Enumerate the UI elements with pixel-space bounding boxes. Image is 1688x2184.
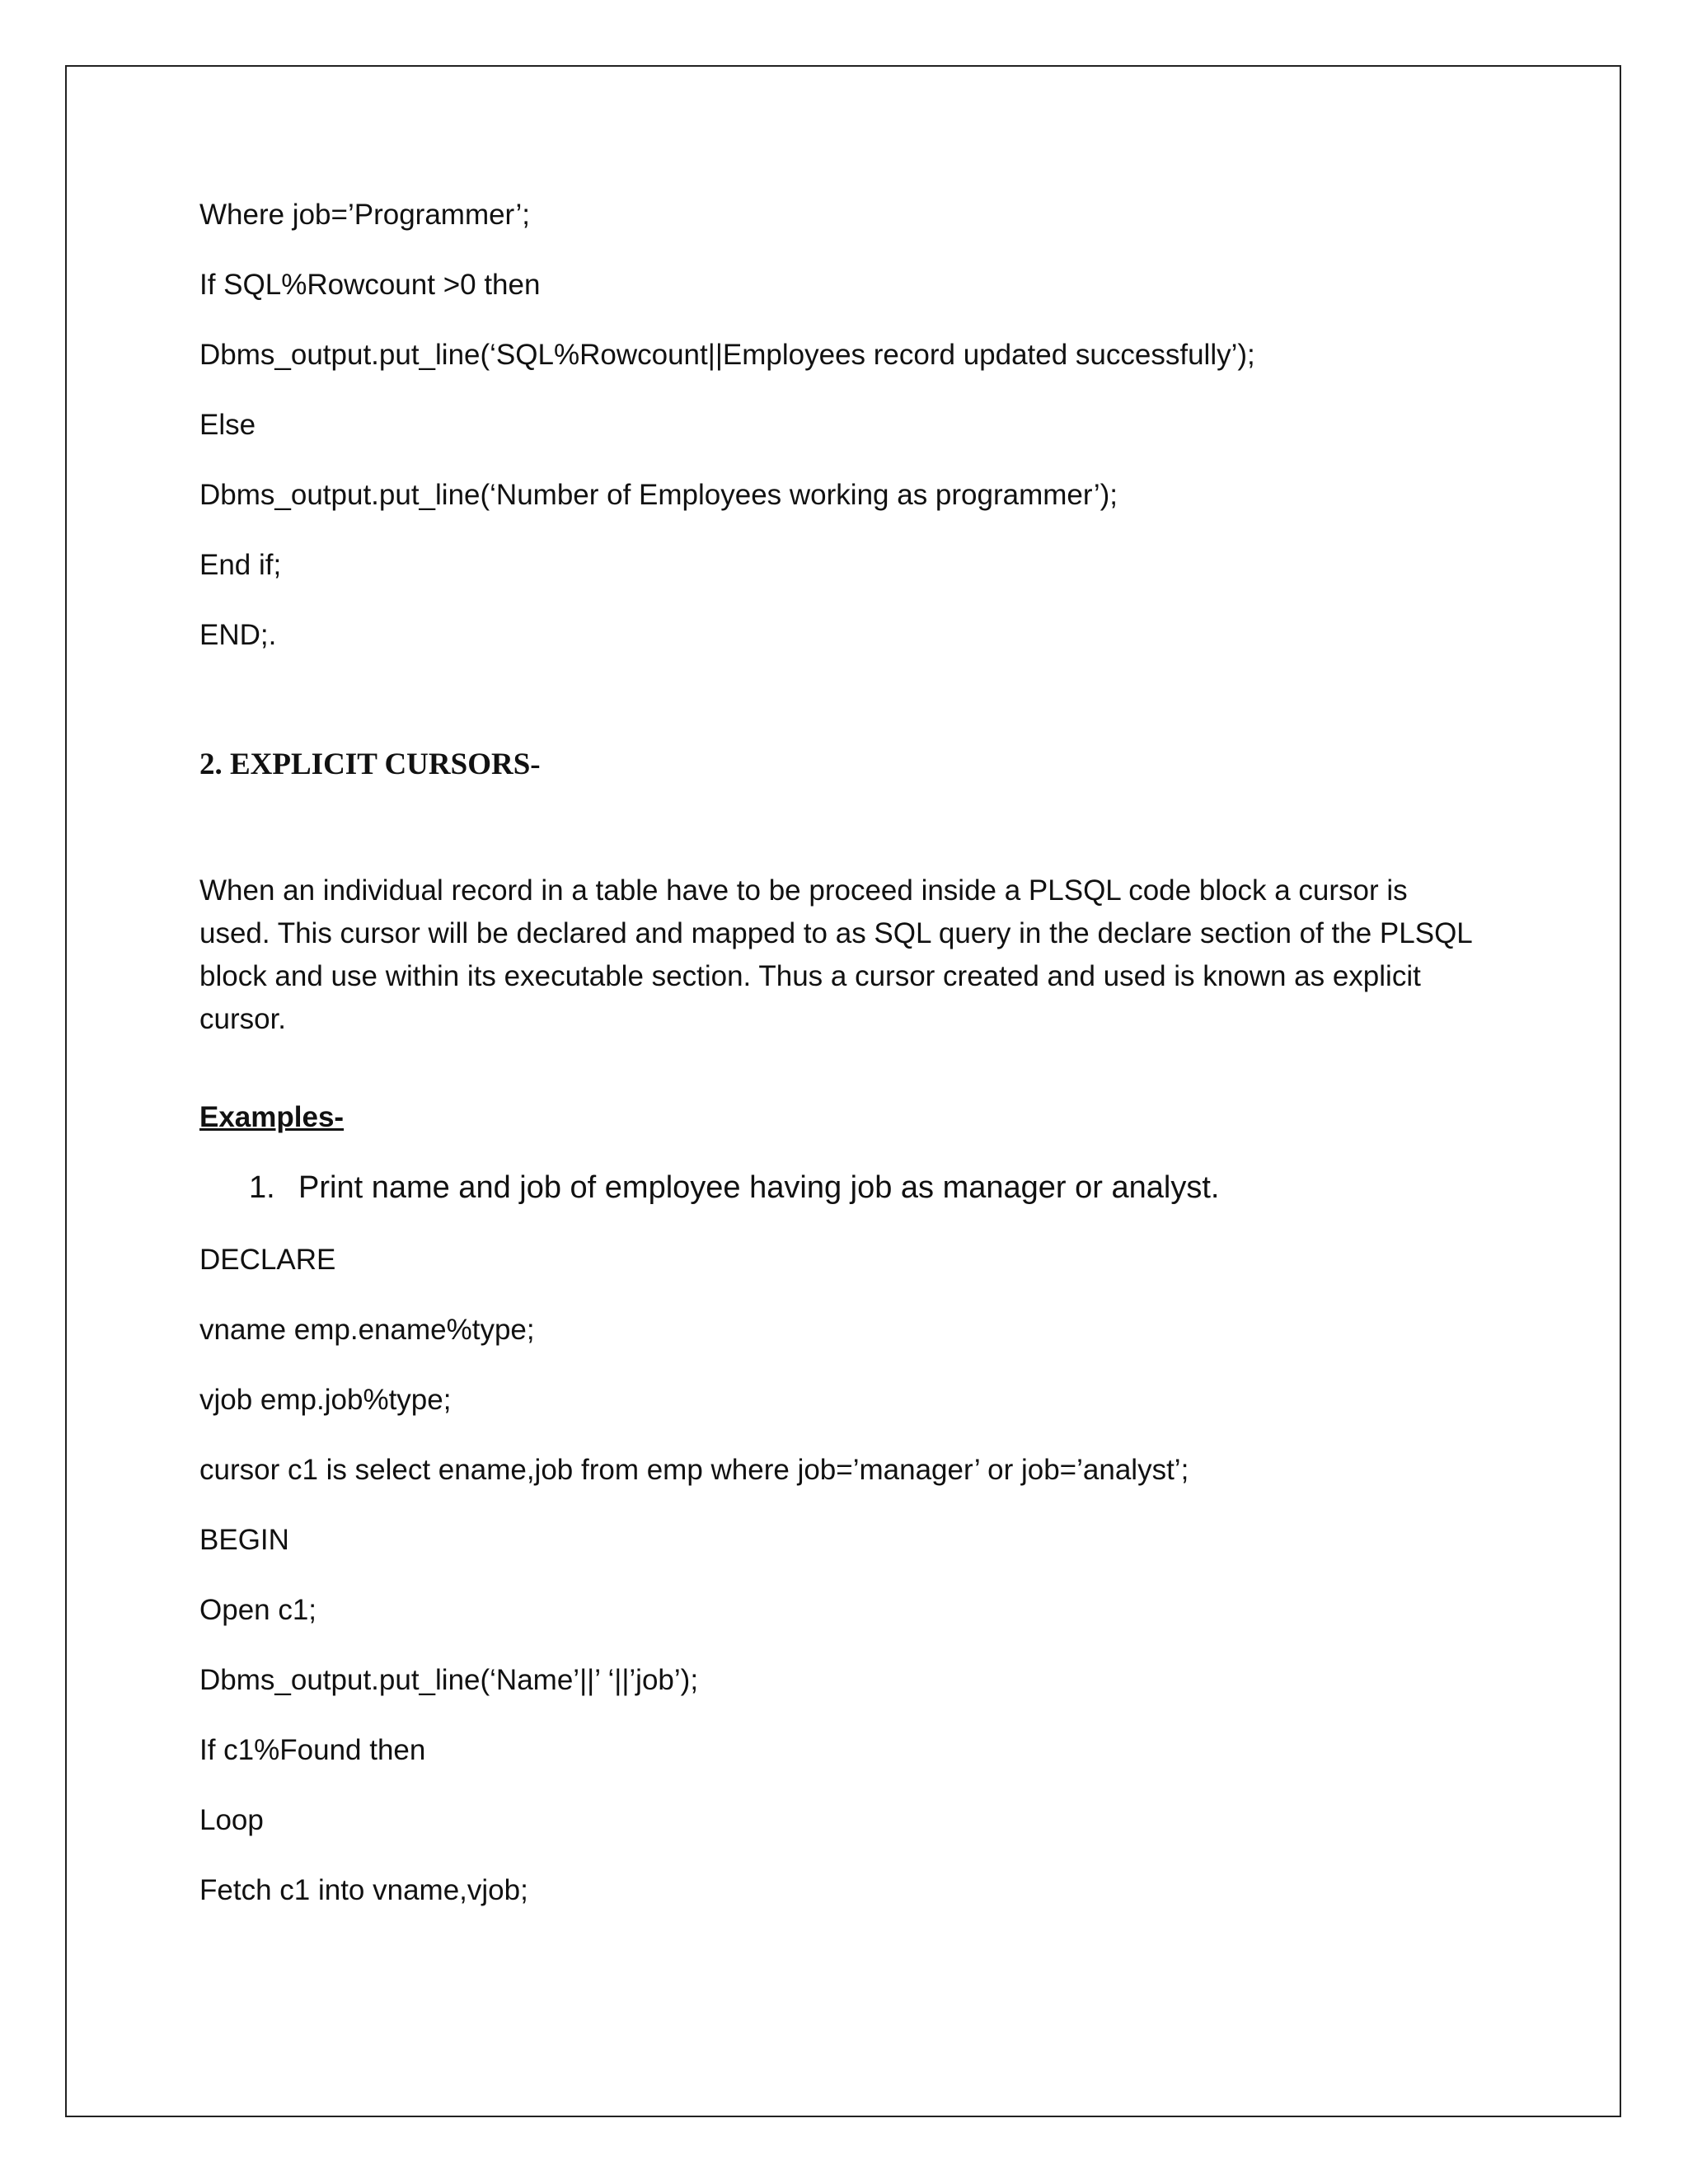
code-line: cursor c1 is select ename,job from emp where job=’manager’ or job=’analyst’; [199, 1454, 1189, 1486]
code-line: If c1%Found then [199, 1734, 426, 1766]
section-heading: 2. EXPLICIT CURSORS- [199, 748, 541, 781]
list-item-text: Print name and job of employee having job as manager or analyst. [298, 1170, 1220, 1205]
code-line: DECLARE [199, 1244, 336, 1276]
code-line: Dbms_output.put_line(‘SQL%Rowcount||Employees record updated successfully’); [199, 339, 1255, 371]
code-line: Where job=’Programmer’; [199, 199, 531, 231]
code-line: Dbms_output.put_line(‘Name’||’ ‘||’job’); [199, 1664, 699, 1696]
code-line: Open c1; [199, 1594, 317, 1626]
body-paragraph: When an individual record in a table have to be proceed inside a PLSQL code block a cursor is used. This cursor will be declared and mapped to as SQL query in the declare section of the PLSQL block and use within its executable section. Thus a cursor created and used is known as explicit cursor. [199, 874, 1472, 1035]
code-line: vname emp.ename%type; [199, 1314, 535, 1346]
code-line: Loop [199, 1804, 264, 1836]
page-border [65, 65, 1621, 2117]
example-list-item [249, 1169, 1219, 1207]
code-line: END;. [199, 619, 277, 651]
code-line: Fetch c1 into vname,vjob; [199, 1874, 528, 1906]
code-line: End if; [199, 549, 282, 581]
code-line: BEGIN [199, 1524, 289, 1556]
code-line: If SQL%Rowcount >0 then [199, 269, 541, 301]
list-number: 1. [249, 1170, 275, 1205]
code-line: Else [199, 409, 256, 441]
examples-label: Examples- [199, 1101, 345, 1133]
code-line: vjob emp.job%type; [199, 1384, 452, 1416]
code-line: Dbms_output.put_line(‘Number of Employees working as programmer’); [199, 479, 1118, 511]
